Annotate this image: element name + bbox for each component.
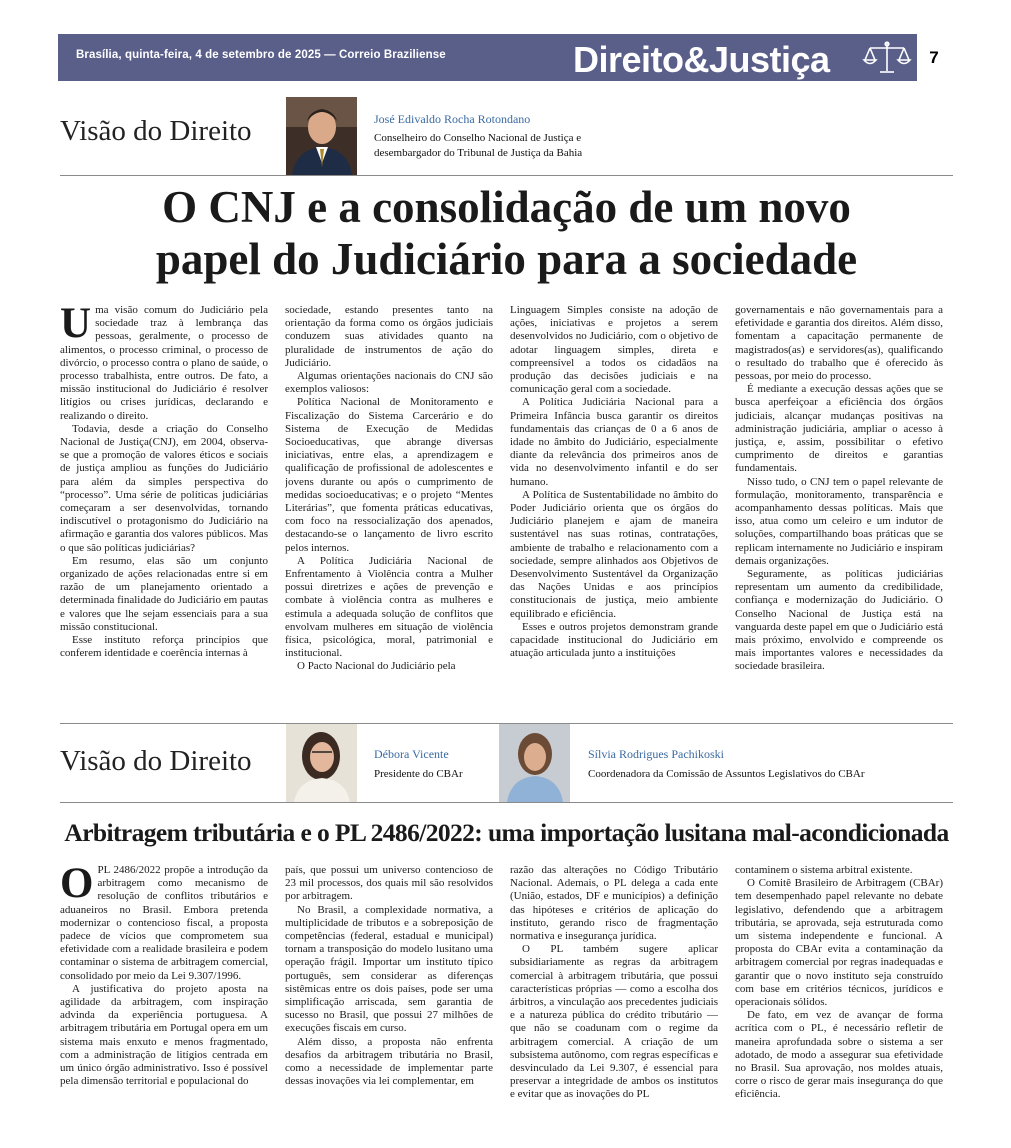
article-column — [735, 304, 943, 690]
paragraph: razão das alterações no Código Tributário Nacional. Ademais, o PL delega a cada ente (União, estados, DF e municípios) a definição das hipóteses e critérios de aplicação do instituto, gerando risco de fragmentação normativa e insegurança jurídica. — [510, 864, 718, 943]
paragraph: A Política Judiciária Nacional para a Primeira Infância busca garantir os direitos fundamentais das crianças de 0 a 6 anos de idade no âmbito do Judiciário, especialmente diante da relevância dos primeiros anos de vida no desenvolvimento infantil e do ser humano. — [510, 396, 718, 488]
author-name: Débora Vicente — [374, 747, 449, 761]
article-column — [285, 864, 493, 1124]
author-role: Coordenadora da Comissão de Assuntos Legislativos do CBAr — [588, 768, 865, 780]
paragraph: Além disso, a proposta não enfrenta desafios da arbitragem tributária no Brasil, como a necessidade de implementar parte dessas inovações via lei complementar, em — [285, 1035, 493, 1088]
page-header-bar — [58, 34, 951, 81]
paragraph: Seguramente, as políticas judiciárias representam um aumento da credibilidade, confiança e modernização do Judiciário. O Conselho Nacional de Justiça está na vanguarda deste papel em que o Judiciário está mais próximo, envolvido e compreende os mais importantes valores e necessidades da sociedade brasileira. — [735, 568, 943, 673]
drop-cap: O — [60, 864, 94, 907]
scales-of-justice-icon — [862, 40, 912, 76]
author-photo — [499, 724, 570, 802]
paragraph: De fato, em vez de avançar de forma acrítica com o PL, é necessário refletir de maneira aprofundada sobre o sistema a ser adotado, de modo a assegurar sua efetividade no Brasil. Sua aprovação, nos moldes atuais, corre o risco de gerar mais insegurança do que eficiência. — [735, 1009, 943, 1101]
paragraph: O PL também sugere aplicar subsidiariamente as regras da arbitragem comercial à arbitragem tributária, que possui características próprias — como a escolha dos árbitros, a vinculação aos precedentes judiciais e a natureza pública do crédito tributário — que não se coadunam com o regime da arbitragem comercial. A criação de um subsistema autônomo, com regras específicas e desvinculado da Lei 9.307, é essencial para preservar a integridade de ambos os institutos e evitar que as inovações do PL — [510, 943, 718, 1101]
paragraph: Linguagem Simples consiste na adoção de ações, iniciativas e projetos a serem desenvolvidos no Judiciário, com o objetivo de adotar linguagem simples, direta e compreensível a todos os cidadãos na produção das decisões judiciais e na comunicação geral com a sociedade. — [510, 304, 718, 396]
headline-line: O CNJ e a consolidação de um novo — [162, 182, 851, 232]
divider — [60, 175, 953, 176]
paragraph: A Política de Sustentabilidade no âmbito do Poder Judiciário orienta que os órgãos do Judiciário planejem e ajam de maneira sustentável nas suas rotinas, contratações, ambiente de trabalho e relacionamento com a sociedade, sempre alinhados aos Objetivos de Desenvolvimento Sustentável da Organização das Nações Unidas e aos princípios constitucionais de justiça, meio ambiente equilibrado e eficiência. — [510, 488, 718, 620]
paragraph: É mediante a execução dessas ações que se busca aperfeiçoar a eficiência dos órgãos judiciais, alcançar mudanças positivas na administração judiciária, ampliar o acesso à justiça, e, assim, possibilitar o efetivo cumprimento de direitos e garantias fundamentais. — [735, 383, 943, 475]
author-name: Sílvia Rodrigues Pachikoski — [588, 747, 724, 761]
article-headline — [60, 181, 953, 285]
article-column — [285, 304, 493, 690]
author-photo — [286, 97, 357, 175]
article-headline: Arbitragem tributária e o PL 2486/2022: uma importação lusitana mal-acondicionada — [64, 818, 949, 847]
paragraph: Em resumo, elas são um conjunto organizado de ações relacionadas entre si em razão de um planejamento orientado a determinada finalidade do Judiciário em pautas e valores que lhe sejam essenciais para a sua missão constitucional. — [60, 554, 268, 633]
article-column — [510, 864, 718, 1124]
paragraph: A Política Judiciária Nacional de Enfrentamento à Violência contra a Mulher possui diretrizes e ações de prevenção e combate à violência contra as mulheres e estimula a adequada solução de conflitos que envolvam mulheres em situação de violência física, psicológica, moral, patrimonial e institucional. — [285, 554, 493, 660]
drop-cap: U — [60, 304, 92, 347]
paragraph: Esse instituto reforça princípios que conferem identidade e coerência internas à — [60, 634, 268, 660]
author-photo — [286, 724, 357, 802]
paragraph: No Brasil, a complexidade normativa, a multiplicidade de tributos e a sobreposição de competências (federal, estadual e municipal) tornam a transposição do modelo lusitano uma operação frágil. Importar um instituto típico português, sem considerar as diferenças sistêmicas entre os dois países, pode ser uma simplificação arriscada, sem garantia de sucesso no Brasil, que possui 27 milhões de execuções fiscais em curso. — [285, 903, 493, 1035]
paragraph: Política Nacional de Monitoramento e Fiscalização do Sistema Carcerário e do Sistema de Execução de Medidas Socioeducativas, que abrange diversas iniciativas, entre elas, a aprendizagem e qualificação de profissional de adolescentes e jovens durante ou após o cumprimento de medidas socioeducativas; e o projeto “Mentes Literárias”, que fomenta práticas educativas, com foco na ressocialização dos apenados, destacando-se o lançamento de livro escrito pelos internos. — [285, 396, 493, 554]
headline-line: papel do Judiciário para a sociedade — [155, 234, 858, 284]
paragraph: OPL 2486/2022 propõe a introdução da arbitragem como mecanismo de resolução de conflitos tributários e aduaneiros no Brasil. Embora pretenda modernizar o contencioso fiscal, a proposta padece de vícios que comprometem sua efetividade com a realidade brasileira e podem contaminar o sistema de arbitragem comercial, consolidado por meio da Lei 9.307/1996. — [60, 864, 268, 982]
paragraph: O Pacto Nacional do Judiciário pela — [297, 660, 456, 673]
article-column — [60, 304, 268, 690]
paragraph: Uma visão comum do Judiciário pela sociedade traz à lembrança das pessoas, geralmente, o processo de alimentos, o processo criminal, o processo de divórcio, o processo contra o plano de saúde, o processo trabalhista, entre outros. De fato, a missão institucional do Judiciário é resolver litígios ou crises jurídicas, declarando e realizando o direito. — [60, 304, 268, 422]
article-column — [735, 864, 943, 1124]
paragraph: país, que possui um universo contencioso de 23 mil processos, dos quais mil são resolvidos por arbitragem. — [285, 864, 493, 903]
author-role: Presidente do CBAr — [374, 768, 463, 780]
paragraph: Todavia, desde a criação do Conselho Nacional de Justiça(CNJ), em 2004, observa-se que a promoção de valores éticos e sociais de justiça ampliou as funções do Judiciário para além da simples perspectiva do “processo”. Uma série de políticas judiciárias começaram a ser desenvolvidas, tornando indiscutível o protagonismo do Judiciário na afirmação e garantia dos valores públicos. Mas o que são políticas judiciárias? — [60, 422, 268, 554]
article-body — [60, 304, 943, 690]
section-kicker: Visão do Direito — [60, 115, 252, 147]
author-name: José Edivaldo Rocha Rotondano — [374, 112, 531, 126]
section-kicker: Visão do Direito — [60, 745, 252, 777]
divider — [60, 802, 953, 803]
paragraph: sociedade, estando presentes tanto na orientação da forma como os órgãos judiciais conduzem suas atividades quanto na pluralidade de instrumentos de ação do Judiciário. — [285, 304, 493, 369]
paragraph: governamentais e não governamentais para a efetividade e garantia dos direitos. Além disso, fomentam a capacitação permanente de magistrados(as) e servidores(as), qualificando o resultado do trabalho que é oferecido às pessoas, por meio do processo. — [735, 304, 943, 383]
article-body — [60, 864, 943, 1124]
article-column — [60, 864, 268, 1124]
dateline: Brasília, quinta-feira, 4 de setembro de 2025 — Correio Braziliense — [76, 49, 446, 61]
paragraph: O Comitê Brasileiro de Arbitragem (CBAr) tem desempenhado papel relevante no debate legislativo, defendendo que a arbitragem tributária, se aprovada, seja estruturada como um sistema independente e funcional. A proposta do CBAr evita a contaminação da arbitragem comercial por regras inadequadas e garantir que o novo instituto seja construído com base em critérios técnicos, jurídicos e operacionais sólidos. — [735, 877, 943, 1009]
article-column — [510, 304, 718, 690]
paragraph: Algumas orientações nacionais do CNJ são exemplos valiosos: — [285, 370, 493, 396]
paragraph: Nisso tudo, o CNJ tem o papel relevante de formulação, monitoramento, transparência e acompanhamento dessas políticas. Mais que isso, atua como um celeiro e um indutor de soluções, compartilhando boas práticas que se replicam internamente no Judiciário e inspiram demais organizações. — [735, 475, 943, 567]
paragraph: contaminem o sistema arbitral existente. — [735, 864, 913, 876]
section-title: Direito&Justiça — [573, 39, 830, 80]
paragraph: A justificativa do projeto aposta na agilidade da arbitragem, com inspiração advinda da experiência portuguesa. A arbitragem tributária em Portugal opera em um sistema mais enxuto e menos fragmentado, com a administração de litígios centrada em um único órgão administrativo. Isso é possível pela dimensão territorial e populacional do — [60, 982, 268, 1088]
page-number: 7 — [917, 34, 951, 81]
author-role: Conselheiro do Conselho Nacional de Justiça e desembargador do Tribunal de Justiça da Bahia — [374, 132, 583, 159]
paragraph: Esses e outros projetos demonstram grande capacidade institucional do Judiciário em atuação articulada junto a instituições — [510, 620, 718, 660]
